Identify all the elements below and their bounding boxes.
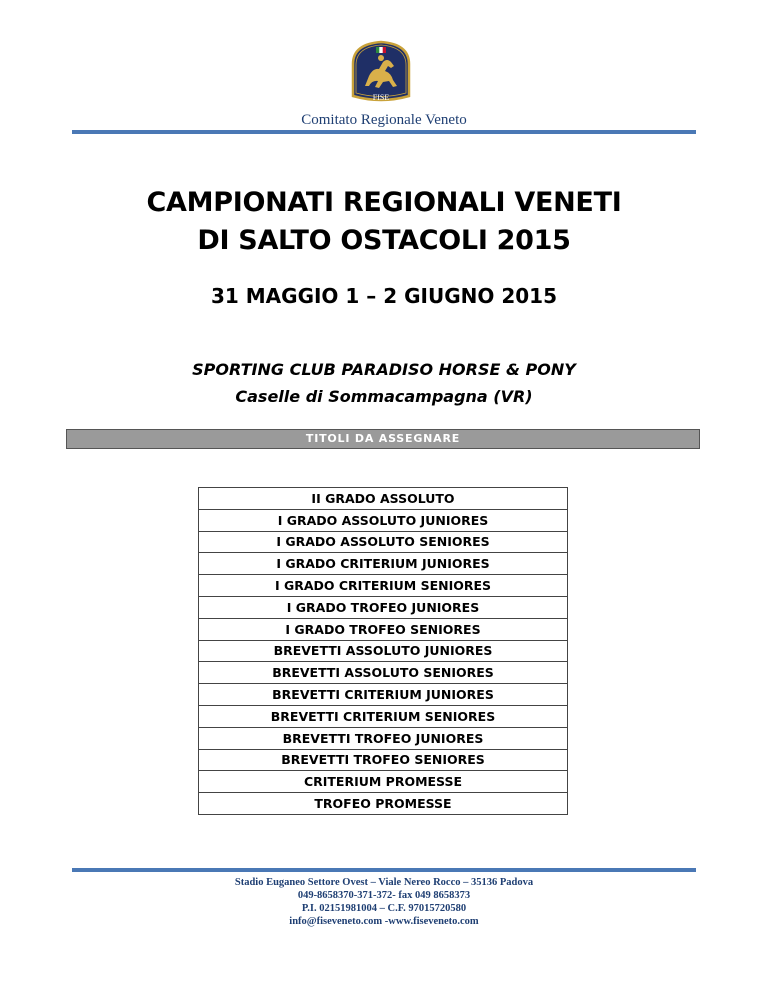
footer-contacts: info@fiseveneto.com -www.fiseveneto.com xyxy=(289,916,479,927)
title-cell: TROFEO PROMESSE xyxy=(199,793,568,815)
document-title xyxy=(0,184,768,260)
table-row xyxy=(199,793,568,815)
footer xyxy=(0,876,768,928)
venue-name: SPORTING CLUB PARADISO HORSE & PONY xyxy=(192,360,576,379)
title-cell: BREVETTI CRITERIUM SENIORES xyxy=(199,705,568,727)
section-banner: TITOLI DA ASSEGNARE xyxy=(66,429,700,449)
title-cell: I GRADO TROFEO JUNIORES xyxy=(199,596,568,618)
title-line-2: DI SALTO OSTACOLI 2015 xyxy=(197,225,571,256)
title-cell: I GRADO CRITERIUM SENIORES xyxy=(199,575,568,597)
title-cell: BREVETTI CRITERIUM JUNIORES xyxy=(199,684,568,706)
title-cell: I GRADO TROFEO SENIORES xyxy=(199,618,568,640)
title-cell: BREVETTI ASSOLUTO SENIORES xyxy=(199,662,568,684)
title-cell: BREVETTI TROFEO JUNIORES xyxy=(199,727,568,749)
table-row xyxy=(199,618,568,640)
venue xyxy=(0,356,768,410)
table-row xyxy=(199,531,568,553)
table-row xyxy=(199,575,568,597)
title-cell: II GRADO ASSOLUTO xyxy=(199,488,568,510)
header-rule xyxy=(72,130,696,134)
event-dates: 31 MAGGIO 1 – 2 GIUGNO 2015 xyxy=(210,284,557,308)
table-row xyxy=(199,727,568,749)
title-cell: I GRADO ASSOLUTO JUNIORES xyxy=(199,509,568,531)
table-row xyxy=(199,662,568,684)
title-cell: BREVETTI ASSOLUTO JUNIORES xyxy=(199,640,568,662)
title-cell: I GRADO ASSOLUTO SENIORES xyxy=(199,531,568,553)
fise-logo xyxy=(347,38,415,106)
table-row xyxy=(199,509,568,531)
footer-address: Stadio Euganeo Settore Ovest – Viale Nereo Rocco – 35136 Padova xyxy=(234,877,534,888)
title-cell: BREVETTI TROFEO SENIORES xyxy=(199,749,568,771)
titles-table xyxy=(198,487,568,815)
committee-name: Comitato Regionale Veneto xyxy=(301,112,467,128)
footer-tax-ids: P.I. 02151981004 – C.F. 97015720580 xyxy=(301,903,467,914)
title-cell: CRITERIUM PROMESSE xyxy=(199,771,568,793)
title-cell: I GRADO CRITERIUM JUNIORES xyxy=(199,553,568,575)
svg-text:FISE: FISE xyxy=(372,93,390,102)
table-row xyxy=(199,596,568,618)
table-row xyxy=(199,771,568,793)
venue-location: Caselle di Sommacampagna (VR) xyxy=(235,387,533,406)
footer-phone: 049-8658370-371-372- fax 049 8658373 xyxy=(297,890,471,901)
table-row xyxy=(199,553,568,575)
table-row xyxy=(199,640,568,662)
table-row xyxy=(199,749,568,771)
title-line-1: CAMPIONATI REGIONALI VENETI xyxy=(146,187,622,218)
table-row xyxy=(199,488,568,510)
footer-rule xyxy=(72,868,696,872)
table-row xyxy=(199,684,568,706)
table-row xyxy=(199,705,568,727)
